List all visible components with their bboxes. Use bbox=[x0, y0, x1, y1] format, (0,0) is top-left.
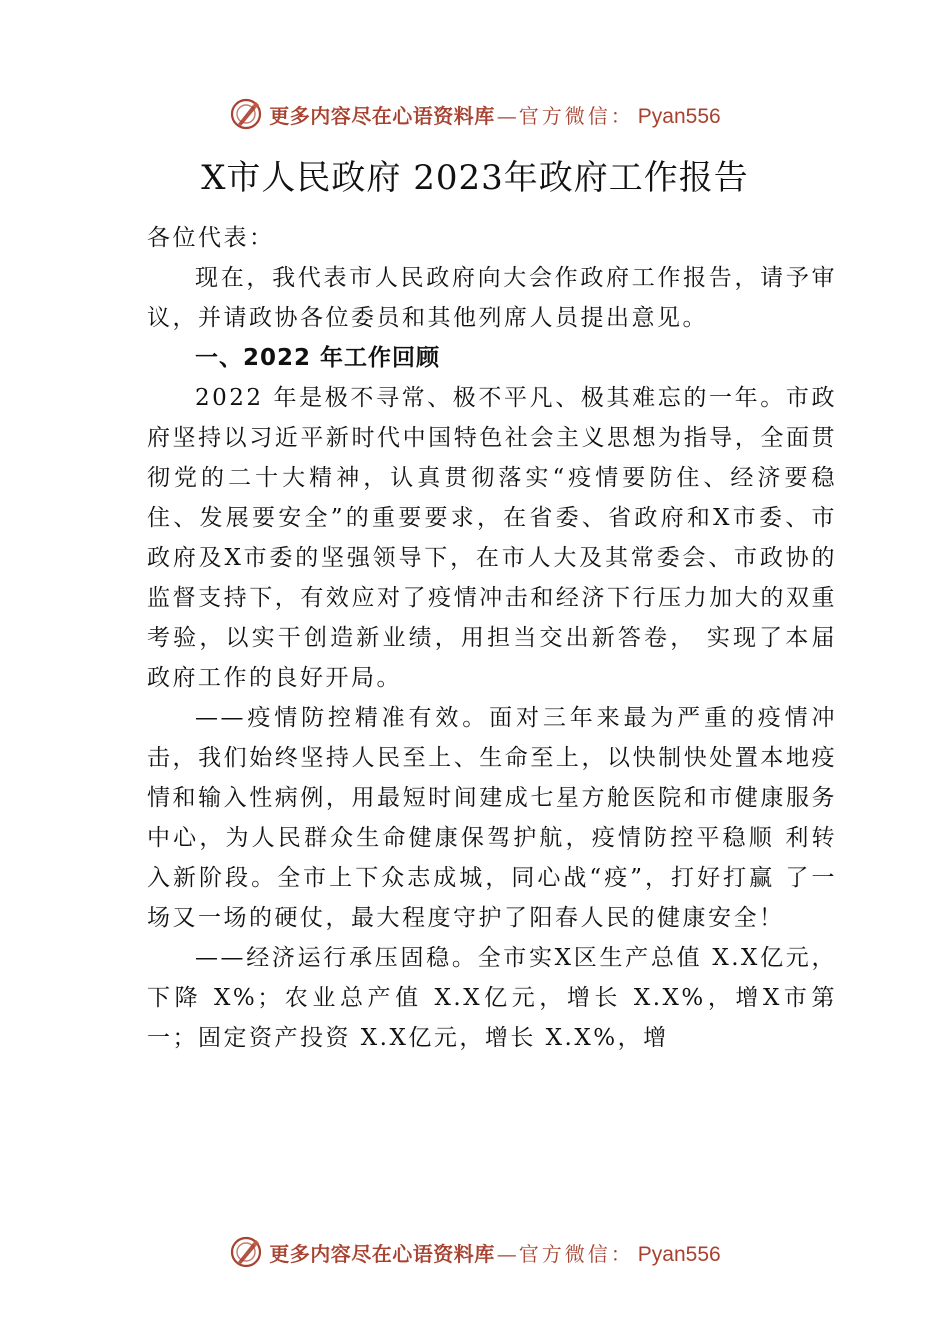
section-heading: 一、2022 年工作回顾 bbox=[195, 345, 441, 371]
watermark-official: 官方微信： bbox=[518, 1241, 634, 1266]
body-paragraph: ——疫情防控精准有效。面对三年来最为严重的疫情冲击，我们始终坚持人民至上、生命至上，以快制快处置本地疫情和输入性病例，用最短时间建成七星方舱医院和市健康服务中心，为人民群众生命健康保驾护航，疫情防控平稳顺 利转入新阶段。全市上下众志成城，同心战“疫”，打好打赢 了一场又一场的硬仗，最大程度守护了阳春人民的健康安全！ bbox=[147, 705, 837, 931]
watermark-wechat-id: Pyan556 bbox=[637, 1242, 721, 1266]
body-paragraph: ——经济运行承压固稳。全市实X区生产总值 X.X亿元，下降 X%；农业总产值 X.X亿元，增长 X.X%，增X市第一；固定资产投资 X.X亿元，增长 X.X%，增 bbox=[147, 945, 837, 1051]
brand-logo-icon bbox=[229, 97, 263, 131]
watermark-dash: — bbox=[496, 1241, 517, 1266]
watermark-brand: 更多内容尽在心语资料库 bbox=[269, 103, 495, 128]
watermark-header bbox=[0, 94, 950, 134]
watermark-text bbox=[269, 1238, 720, 1267]
salutation: 各位代表： bbox=[147, 225, 275, 251]
body-paragraph: 2022 年是极不寻常、极不平凡、极其难忘的一年。市政府坚持以习近平新时代中国特色社会主义思想为指导，全面贯彻党的二十大精神，认真贯彻落实“疫情要防住、经济要稳住、发展要安全”的重要要求，在省委、省政府和X市委、市政府及X市委的坚强领导下，在市人大及其常委会、市政协的监督支持下，有效应对了疫情冲击和经济下行压力加大的双重考验，以实干创造新业绩，用担当交出新答卷， 实现了本届政府工作的良好开局。 bbox=[147, 385, 837, 691]
intro-paragraph: 现在，我代表市人民政府向大会作政府工作报告，请予审议，并请政协各位委员和其他列席人员提出意见。 bbox=[147, 265, 837, 331]
watermark-dash: — bbox=[496, 103, 517, 128]
page-title: X市人民政府 2023年政府工作报告 bbox=[201, 158, 749, 198]
watermark-text bbox=[269, 100, 720, 129]
document-body bbox=[147, 218, 837, 1058]
watermark-wechat-id: Pyan556 bbox=[637, 104, 721, 128]
watermark-footer bbox=[0, 1232, 950, 1272]
watermark-brand: 更多内容尽在心语资料库 bbox=[269, 1241, 495, 1266]
watermark-official: 官方微信： bbox=[518, 103, 634, 128]
brand-logo-icon bbox=[229, 1235, 263, 1269]
